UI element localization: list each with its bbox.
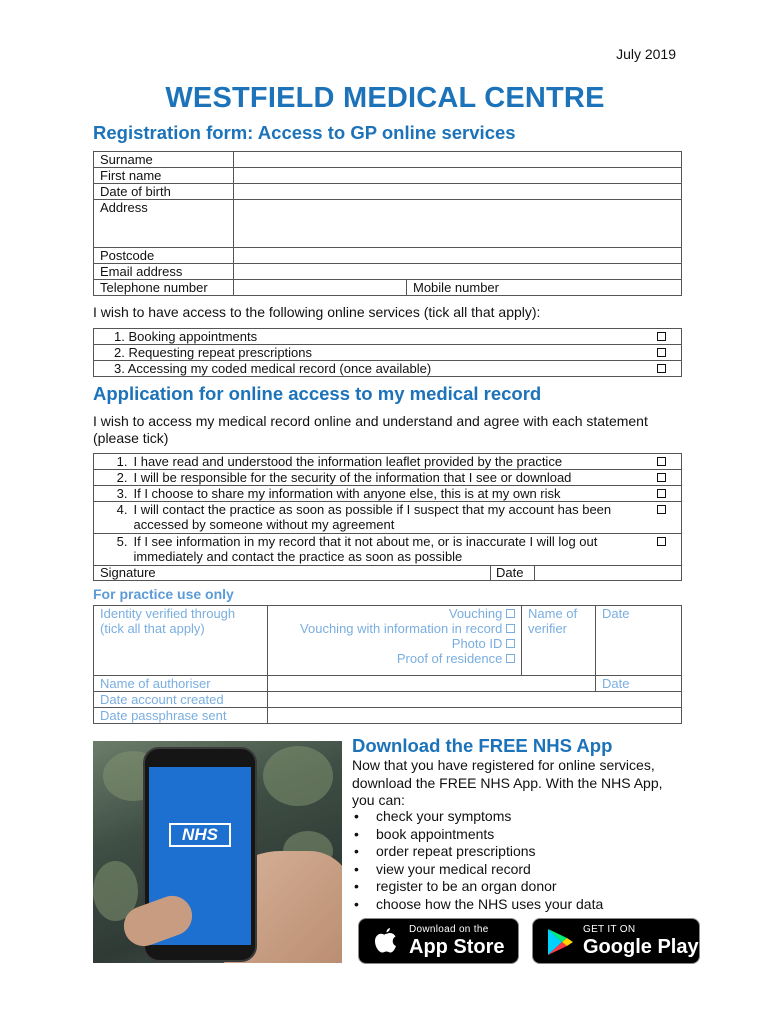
date-label: Date (496, 565, 524, 580)
apple-icon (371, 927, 399, 957)
checkbox-icon[interactable] (657, 457, 666, 466)
surname-field[interactable] (234, 152, 682, 168)
app-store-button[interactable] (358, 918, 519, 964)
passphrase-sent-field[interactable] (268, 708, 682, 724)
checkbox-icon[interactable] (657, 537, 666, 546)
option-photo-id[interactable]: Photo ID (274, 636, 515, 651)
date-label: Date (596, 606, 682, 676)
app-store-small-text: Download on the (409, 924, 489, 935)
authoriser-field[interactable] (268, 676, 596, 692)
postcode-field[interactable] (234, 248, 682, 264)
address-field[interactable] (234, 200, 682, 248)
date-label: Date (596, 676, 682, 692)
nhs-app-text: Now that you have registered for online services, download the FREE NHS App. With the NHS App, you can: (352, 757, 663, 808)
statement-number: 1. (94, 454, 134, 470)
statement-text: I will contact the practice as soon as possible if I suspect that my account has been accessed by someone without my agreement (134, 502, 642, 534)
checkbox-icon[interactable] (657, 364, 666, 373)
dob-field[interactable] (234, 184, 682, 200)
google-play-icon (545, 927, 575, 957)
service-item: 1. Booking appointments (94, 329, 642, 345)
practice-use-heading: For practice use only (93, 586, 234, 602)
option-vouching[interactable]: Vouching (274, 606, 515, 621)
service-item: 3. Accessing my coded medical record (once available) (94, 361, 642, 377)
statement-number: 5. (94, 534, 134, 566)
mobile-label: Mobile number (413, 280, 499, 295)
statement-text: I have read and understood the information leaflet provided by the practice (134, 454, 642, 470)
statement-text: If I see information in my record that it not about me, or is inaccurate I will log out immediately and contact the practice as soon as possible (134, 534, 642, 566)
statement-text: I will be responsible for the security of the information that I see or download (134, 470, 642, 486)
checkbox-icon[interactable] (657, 473, 666, 482)
nhs-app-heading: Download the FREE NHS App (352, 735, 613, 756)
date-account-created-label: Date account created (94, 692, 268, 708)
option-proof-residence[interactable]: Proof of residence (274, 651, 515, 666)
address-label: Address (94, 200, 234, 248)
checkbox-icon[interactable] (506, 639, 515, 648)
nhs-logo: NHS (169, 823, 231, 847)
email-label: Email address (94, 264, 234, 280)
checkbox-icon[interactable] (657, 489, 666, 498)
telephone-field[interactable] (234, 280, 407, 296)
option-vouching-record[interactable]: Vouching with information in record (274, 621, 515, 636)
google-play-big-text: Google Play (583, 936, 699, 958)
first-name-field[interactable] (234, 168, 682, 184)
statement-number: 2. (94, 470, 134, 486)
list-item: • choose how the NHS uses your data (376, 896, 603, 914)
application-intro: I wish to access my medical record online and understand and agree with each statement (please tick) (93, 413, 648, 446)
dob-label: Date of birth (94, 184, 234, 200)
service-item: 2. Requesting repeat prescriptions (94, 345, 642, 361)
registration-heading: Registration form: Access to GP online services (93, 122, 516, 143)
list-item: • order repeat prescriptions (376, 843, 603, 861)
practice-title: WESTFIELD MEDICAL CENTRE (165, 82, 605, 114)
mobile-cell[interactable] (407, 280, 682, 296)
name-of-authoriser-label: Name of authoriser (94, 676, 268, 692)
list-item: • register to be an organ donor (376, 878, 603, 896)
services-intro: I wish to have access to the following online services (tick all that apply): (93, 304, 541, 320)
google-play-button[interactable] (532, 918, 700, 964)
name-of-verifier-label: Name of verifier (522, 606, 596, 676)
first-name-label: First name (94, 168, 234, 184)
checkbox-icon[interactable] (506, 654, 515, 663)
list-item: • check your symptoms (376, 808, 603, 826)
identity-verified-label: Identity verified through (tick all that apply) (94, 606, 268, 676)
form-date: July 2019 (616, 46, 676, 62)
app-store-big-text: App Store (409, 936, 505, 958)
application-heading: Application for online access to my medical record (93, 383, 542, 404)
google-play-small-text: GET IT ON (583, 924, 636, 935)
surname-label: Surname (94, 152, 234, 168)
signature-label: Signature (100, 565, 156, 580)
postcode-label: Postcode (94, 248, 234, 264)
checkbox-icon[interactable] (506, 624, 515, 633)
practice-use-table (93, 605, 682, 724)
checkbox-icon[interactable] (657, 505, 666, 514)
registration-table (93, 151, 682, 296)
statement-text: If I choose to share my information with anyone else, this is at my own risk (134, 486, 642, 502)
list-item: • view your medical record (376, 861, 603, 879)
checkbox-icon[interactable] (657, 332, 666, 341)
account-created-field[interactable] (268, 692, 682, 708)
list-item: • book appointments (376, 826, 603, 844)
services-table (93, 328, 682, 377)
date-passphrase-sent-label: Date passphrase sent (94, 708, 268, 724)
nhs-app-phone-photo (93, 741, 342, 963)
nhs-app-features (376, 808, 603, 914)
checkbox-icon[interactable] (506, 609, 515, 618)
telephone-label: Telephone number (94, 280, 234, 296)
agreement-table (93, 453, 682, 566)
statement-number: 3. (94, 486, 134, 502)
email-field[interactable] (234, 264, 682, 280)
checkbox-icon[interactable] (657, 348, 666, 357)
signature-row[interactable] (93, 565, 682, 581)
statement-number: 4. (94, 502, 134, 534)
